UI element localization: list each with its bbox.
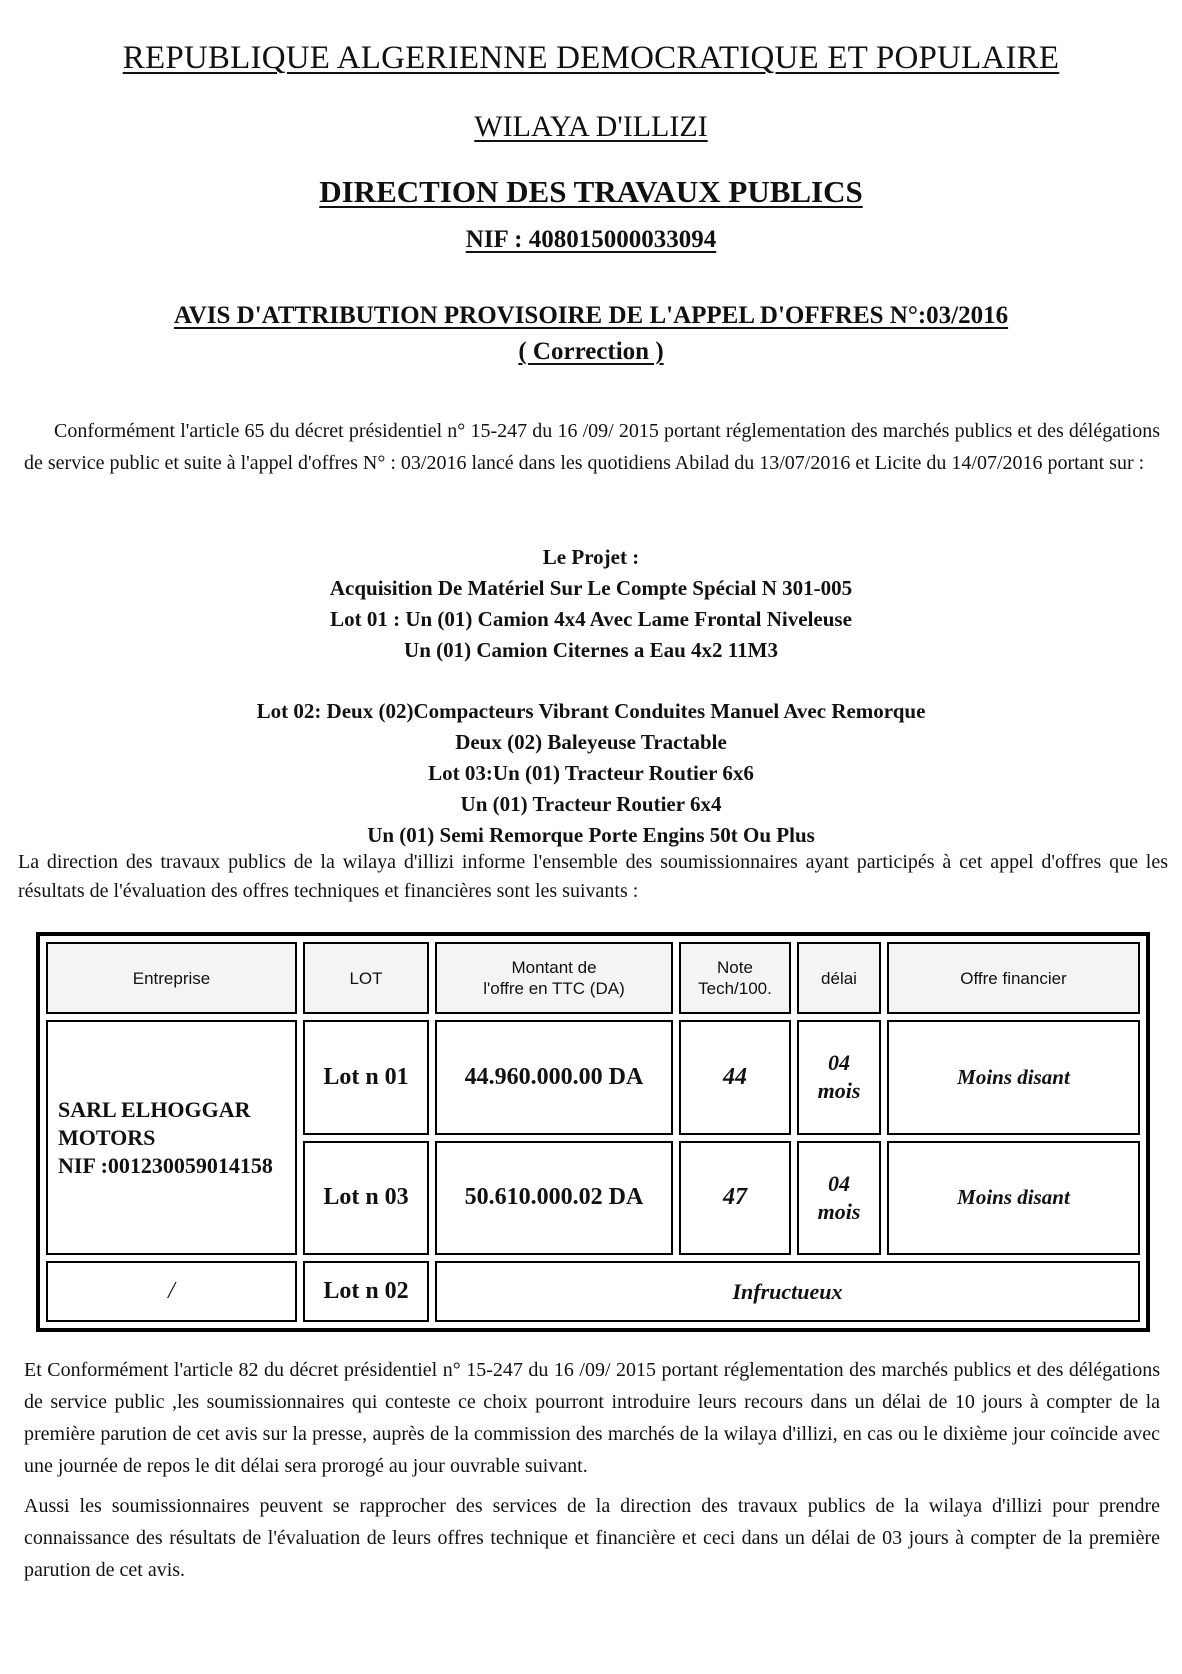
project-line: Lot 01 : Un (01) Camion 4x4 Avec Lame Frontal Niveleuse	[330, 607, 852, 631]
project-block-1	[0, 542, 1182, 666]
col-montant: Montant de l'offre en TTC (DA)	[435, 942, 673, 1014]
project-block-2	[0, 696, 1182, 851]
offre-cell: Moins disant	[887, 1141, 1140, 1256]
result-cell: Infructueux	[435, 1261, 1140, 1322]
project-line: Lot 03:Un (01) Tracteur Routier 6x6	[428, 761, 754, 785]
col-delai: délai	[797, 942, 881, 1014]
entreprise-cell: /	[46, 1261, 297, 1322]
intro-paragraph: Conformément l'article 65 du décret présidentiel n° 15-247 du 16 /09/ 2015 portant réglementation des marchés publics et des délégations de service public et suite à l'appel d'offres N° : 03/2016 lancé dans les quotidiens Abilad du 13/07/2016 et Licite du 14/07/2016 portant sur :	[24, 420, 1160, 474]
lot-cell: Lot n 03	[303, 1141, 429, 1256]
montant-cell: 44.960.000.00 DA	[435, 1020, 673, 1135]
republic-heading: REPUBLIQUE ALGERIENNE DEMOCRATIQUE ET POPULAIRE	[122, 40, 1060, 76]
wilaya-heading: WILAYA D'ILLIZI	[474, 110, 708, 143]
company-cell: SARL ELHOGGAR MOTORS NIF :001230059014158	[46, 1020, 297, 1255]
note-cell: 47	[679, 1141, 791, 1256]
col-lot: LOT	[303, 942, 429, 1014]
direction-heading: DIRECTION DES TRAVAUX PUBLICS	[319, 174, 863, 209]
project-line: Un (01) Tracteur Routier 6x4	[460, 792, 722, 816]
table-row	[46, 1020, 1140, 1135]
correction-label: ( Correction )	[518, 338, 664, 365]
col-offre: Offre financier	[887, 942, 1140, 1014]
project-line: Un (01) Camion Citernes a Eau 4x2 11M3	[404, 638, 778, 662]
legal-paragraph-2: Aussi les soumissionnaires peuvent se rapprocher des services de la direction des travaux publics de la wilaya d'illizi pour prendre connaissance des résultats de l'évaluation de leurs offres technique et financière et ceci dans un délai de 03 jours à compter de la première parution de cet avis.	[24, 1495, 1160, 1581]
delai-cell: 04 mois	[797, 1020, 881, 1135]
lot-cell: Lot n 01	[303, 1020, 429, 1135]
legal-paragraph-1: Et Conformément l'article 82 du décret présidentiel n° 15-247 du 16 /09/ 2015 portant réglementation des marchés publics et des délégations de service public ,les soumissionnaires qui conteste ce choix pourront introduire leurs recours dans un délai de 10 jours à compter de la première parution de cet avis sur la presse, auprès de la commission des marchés de la wilaya d'illizi, en cas ou le dixième jour coïncide avec une journée de repos le dit délai sera prorogé au jour ouvrable suivant.	[24, 1359, 1160, 1477]
table-row	[46, 1261, 1140, 1322]
results-intro: La direction des travaux publics de la wilaya d'illizi informe l'ensemble des soumissionnaires ayant participés à cet appel d'offres que les résultats de l'évaluation des offres techniques et financières sont les suivants :	[18, 851, 1168, 902]
project-line: Acquisition De Matériel Sur Le Compte Spécial N 301-005	[329, 576, 853, 600]
col-entreprise: Entreprise	[46, 942, 297, 1014]
nif-heading: NIF : 408015000033094	[465, 226, 717, 253]
project-line: Deux (02) Baleyeuse Tractable	[455, 730, 727, 754]
note-cell: 44	[679, 1020, 791, 1135]
delai-cell: 04 mois	[797, 1141, 881, 1256]
montant-cell: 50.610.000.02 DA	[435, 1141, 673, 1256]
avis-title: AVIS D'ATTRIBUTION PROVISOIRE DE L'APPEL D'OFFRES N°:03/2016	[173, 302, 1009, 329]
results-table	[36, 932, 1150, 1332]
project-line: Un (01) Semi Remorque Porte Engins 50t Ou Plus	[367, 823, 815, 847]
col-note: Note Tech/100.	[679, 942, 791, 1014]
lot-cell: Lot n 02	[303, 1261, 429, 1322]
project-label: Le Projet :	[542, 545, 640, 569]
offre-cell: Moins disant	[887, 1020, 1140, 1135]
project-line: Lot 02: Deux (02)Compacteurs Vibrant Conduites Manuel Avec Remorque	[256, 699, 926, 723]
table-header-row	[46, 942, 1140, 1014]
